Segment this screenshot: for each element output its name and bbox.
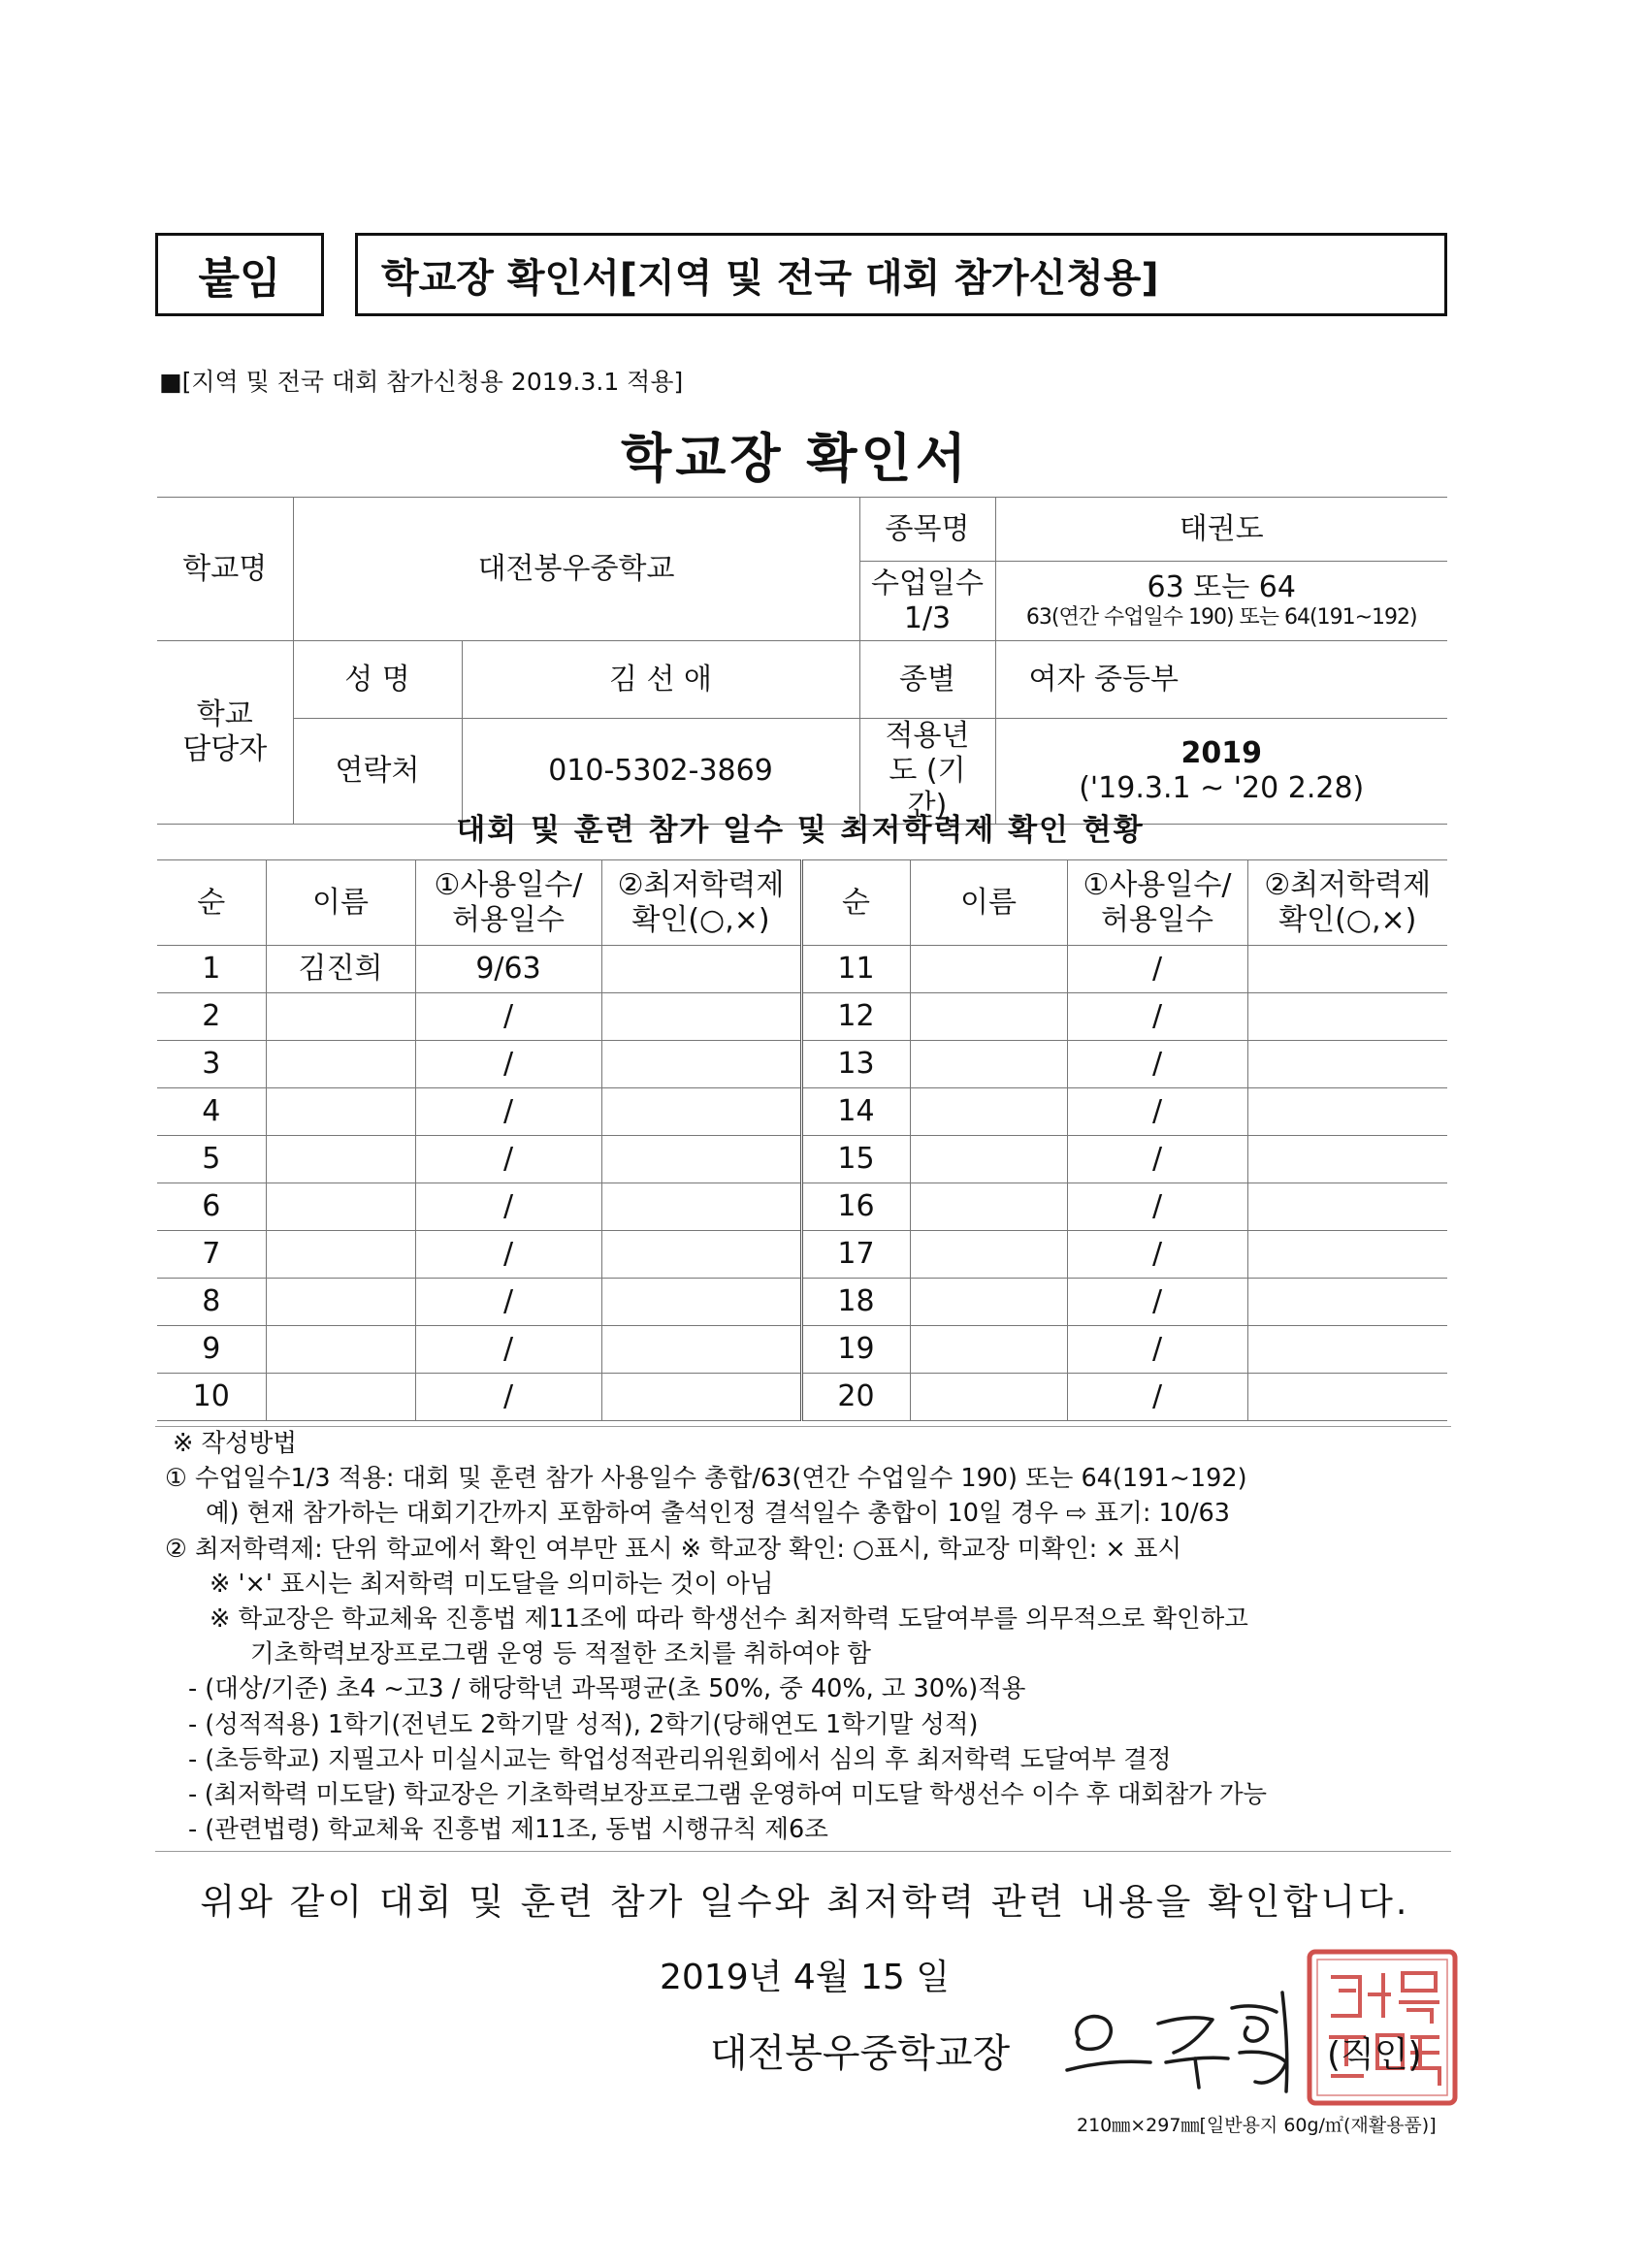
- note-line: - (성적적용) 1학기(전년도 2학기말 성적), 2학기(당해연도 1학기말 성적): [188, 1709, 979, 1739]
- table-row: [157, 946, 1447, 993]
- row-check: [1247, 946, 1447, 993]
- table-row: [157, 1326, 1447, 1374]
- attachment-tag: [155, 233, 324, 316]
- year-period: ('19.3.1 ~ '20 2.28): [1079, 771, 1365, 805]
- row-days: /: [415, 1326, 601, 1374]
- name-value: 김 선 애: [462, 641, 859, 719]
- row-days: /: [1067, 1136, 1247, 1183]
- signature-image: [1057, 1969, 1310, 2095]
- row-no: 11: [801, 946, 910, 993]
- school-label: 학교명: [157, 498, 293, 641]
- header-days: ①사용일수/ 허용일수: [415, 860, 601, 946]
- name-label: 성 명: [293, 641, 462, 719]
- row-check: [1247, 1136, 1447, 1183]
- row-no: 4: [157, 1088, 266, 1136]
- note-line: ※ '×' 표시는 최저학력 미도달을 의미하는 것이 아님: [210, 1569, 774, 1599]
- header-name: 이름: [910, 860, 1067, 946]
- top-note: ■[지역 및 전국 대회 참가신청용 2019.3.1 적용]: [159, 368, 684, 396]
- row-name: [266, 993, 415, 1041]
- info-table: [157, 497, 1447, 825]
- row-days: /: [415, 1041, 601, 1088]
- header-check: ②최저학력제 확인(○,×): [601, 860, 801, 946]
- row-check: [1247, 1231, 1447, 1279]
- row-no: 9: [157, 1326, 266, 1374]
- division-value: 여자 중등부: [995, 641, 1447, 719]
- row-check: [1247, 1183, 1447, 1231]
- row-no: 5: [157, 1136, 266, 1183]
- school-value: 대전봉우중학교: [293, 498, 859, 641]
- table-row: [157, 1231, 1447, 1279]
- row-name: [266, 1326, 415, 1374]
- table-row: [157, 1279, 1447, 1326]
- participation-table: [157, 859, 1447, 1421]
- row-check: [601, 1136, 801, 1183]
- row-check: [601, 1326, 801, 1374]
- row-no: 7: [157, 1231, 266, 1279]
- row-check: [1247, 1326, 1447, 1374]
- row-check: [1247, 1088, 1447, 1136]
- row-check: [601, 946, 801, 993]
- note-line: 예) 현재 참가하는 대회기간까지 포함하여 출석인정 결석일수 총합이 10일 경우 ⇨ 표기: 10/63: [206, 1499, 1230, 1529]
- header-check: ②최저학력제 확인(○,×): [1247, 860, 1447, 946]
- row-no: 14: [801, 1088, 910, 1136]
- signer-title: 대전봉우중학교장: [710, 2031, 1011, 2076]
- date: 2019년 4월 15 일: [660, 1958, 950, 1997]
- row-no: 6: [157, 1183, 266, 1231]
- row-no: 1: [157, 946, 266, 993]
- row-check: [601, 1374, 801, 1421]
- row-days: /: [1067, 1326, 1247, 1374]
- row-no: 19: [801, 1326, 910, 1374]
- row-no: 15: [801, 1136, 910, 1183]
- attachment-tag-label: 붙임: [198, 254, 281, 304]
- row-check: [601, 1279, 801, 1326]
- row-no: 3: [157, 1041, 266, 1088]
- row-name: [266, 1183, 415, 1231]
- row-check: [601, 1041, 801, 1088]
- table-row: [157, 1041, 1447, 1088]
- confirmation-text: 위와 같이 대회 및 훈련 참가 일수와 최저학력 관련 내용을 확인합니다.: [200, 1881, 1410, 1923]
- row-check: [601, 1231, 801, 1279]
- table-row: [157, 1088, 1447, 1136]
- row-days: /: [1067, 993, 1247, 1041]
- row-days: /: [415, 1231, 601, 1279]
- note-line: ※ 학교장은 학교체육 진흥법 제11조에 따라 학생선수 최저학력 도달여부를 의무적으로 확인하고: [210, 1604, 1248, 1635]
- days-cell: [995, 562, 1447, 641]
- year-value: 2019: [1180, 736, 1262, 770]
- row-name: [910, 993, 1067, 1041]
- row-name: [266, 1088, 415, 1136]
- row-check: [601, 1088, 801, 1136]
- divider: [155, 1426, 1451, 1427]
- event-value: 태권도: [995, 498, 1447, 562]
- row-name: [910, 1088, 1067, 1136]
- row-days: /: [415, 1183, 601, 1231]
- row-check: [601, 1183, 801, 1231]
- row-days: /: [415, 1279, 601, 1326]
- header-title: 학교장 확인서[지역 및 전국 대회 참가신청용]: [381, 255, 1159, 301]
- row-no: 20: [801, 1374, 910, 1421]
- days-note: 63(연간 수업일수 190) 또는 64(191~192): [1025, 605, 1417, 631]
- note-line: - (대상/기준) 초4 ~고3 / 해당학년 과목평균(초 50%, 중 40%, 고 30%)적용: [188, 1674, 1026, 1704]
- divider: [155, 1851, 1451, 1852]
- row-no: 2: [157, 993, 266, 1041]
- contact-label: 연락처: [293, 719, 462, 825]
- row-days: /: [415, 993, 601, 1041]
- row-no: 13: [801, 1041, 910, 1088]
- year-label: 적용년도 (기간): [859, 719, 995, 825]
- seal-label: (직인): [1327, 2035, 1422, 2075]
- note-line: 기초학력보장프로그램 운영 등 적절한 조치를 취하여야 함: [250, 1639, 871, 1669]
- row-name: [266, 1136, 415, 1183]
- row-name: [910, 1326, 1067, 1374]
- row-check: [601, 993, 801, 1041]
- paper-spec-footer: 210㎜×297㎜[일반용지 60g/㎡(재활용품)]: [1077, 2115, 1437, 2136]
- row-name: [910, 1041, 1067, 1088]
- event-label: 종목명: [859, 498, 995, 562]
- section-title: 대회 및 훈련 참가 일수 및 최저학력제 확인 현황: [456, 813, 1145, 848]
- row-no: 16: [801, 1183, 910, 1231]
- row-no: 12: [801, 993, 910, 1041]
- row-name: [266, 1374, 415, 1421]
- row-days: /: [1067, 946, 1247, 993]
- table-row: [157, 1183, 1447, 1231]
- row-check: [1247, 1279, 1447, 1326]
- row-check: [1247, 993, 1447, 1041]
- document-title: 학교장 확인서: [621, 428, 970, 489]
- row-days: /: [1067, 1088, 1247, 1136]
- note-line: ② 최저학력제: 단위 학교에서 확인 여부만 표시 ※ 학교장 확인: ○표시, 학교장 미확인: × 표시: [165, 1534, 1182, 1564]
- table-row: [157, 993, 1447, 1041]
- row-days: /: [415, 1374, 601, 1421]
- row-name: [266, 1041, 415, 1088]
- row-days: /: [1067, 1041, 1247, 1088]
- row-name: [910, 1136, 1067, 1183]
- header-no: 순: [157, 860, 266, 946]
- header-name: 이름: [266, 860, 415, 946]
- contact-value: 010-5302-3869: [462, 719, 859, 825]
- row-name: [910, 1183, 1067, 1231]
- row-days: /: [1067, 1183, 1247, 1231]
- row-no: 10: [157, 1374, 266, 1421]
- note-line: - (관련법령) 학교체육 진흥법 제11조, 동법 시행규칙 제6조: [188, 1815, 828, 1845]
- division-label: 종별: [859, 641, 995, 719]
- header-title-box: [355, 233, 1447, 316]
- row-days: 9/63: [415, 946, 601, 993]
- row-days: /: [415, 1136, 601, 1183]
- staff-label: 학교 담당자: [157, 641, 293, 825]
- table-row: [157, 1136, 1447, 1183]
- row-name: [266, 1279, 415, 1326]
- note-line: ① 수업일수1/3 적용: 대회 및 훈련 참가 사용일수 총합/63(연간 수업일수 190) 또는 64(191~192): [165, 1464, 1247, 1494]
- row-days: /: [415, 1088, 601, 1136]
- note-heading: ※ 작성방법: [173, 1429, 298, 1458]
- table-row: [157, 1374, 1447, 1421]
- row-check: [1247, 1041, 1447, 1088]
- row-days: /: [1067, 1374, 1247, 1421]
- days-value: 63 또는 64: [1147, 570, 1296, 605]
- row-no: 8: [157, 1279, 266, 1326]
- header-days: ①사용일수/ 허용일수: [1067, 860, 1247, 946]
- row-name: [266, 1231, 415, 1279]
- row-name: [910, 1231, 1067, 1279]
- days-label: 수업일수 1/3: [859, 562, 995, 641]
- note-line: - (초등학교) 지필고사 미실시교는 학업성적관리위원회에서 심의 후 최저학력 도달여부 결정: [188, 1744, 1172, 1774]
- row-check: [1247, 1374, 1447, 1421]
- row-name: [910, 946, 1067, 993]
- row-days: /: [1067, 1231, 1247, 1279]
- row-days: /: [1067, 1279, 1247, 1326]
- header-no: 순: [801, 860, 910, 946]
- instructions: [165, 1426, 1465, 1847]
- row-no: 18: [801, 1279, 910, 1326]
- row-name: [910, 1279, 1067, 1326]
- row-name: 김진희: [266, 946, 415, 993]
- note-line: - (최저학력 미도달) 학교장은 기초학력보장프로그램 운영하여 미도달 학생선수 이수 후 대회참가 가능: [188, 1780, 1267, 1810]
- row-name: [910, 1374, 1067, 1421]
- row-no: 17: [801, 1231, 910, 1279]
